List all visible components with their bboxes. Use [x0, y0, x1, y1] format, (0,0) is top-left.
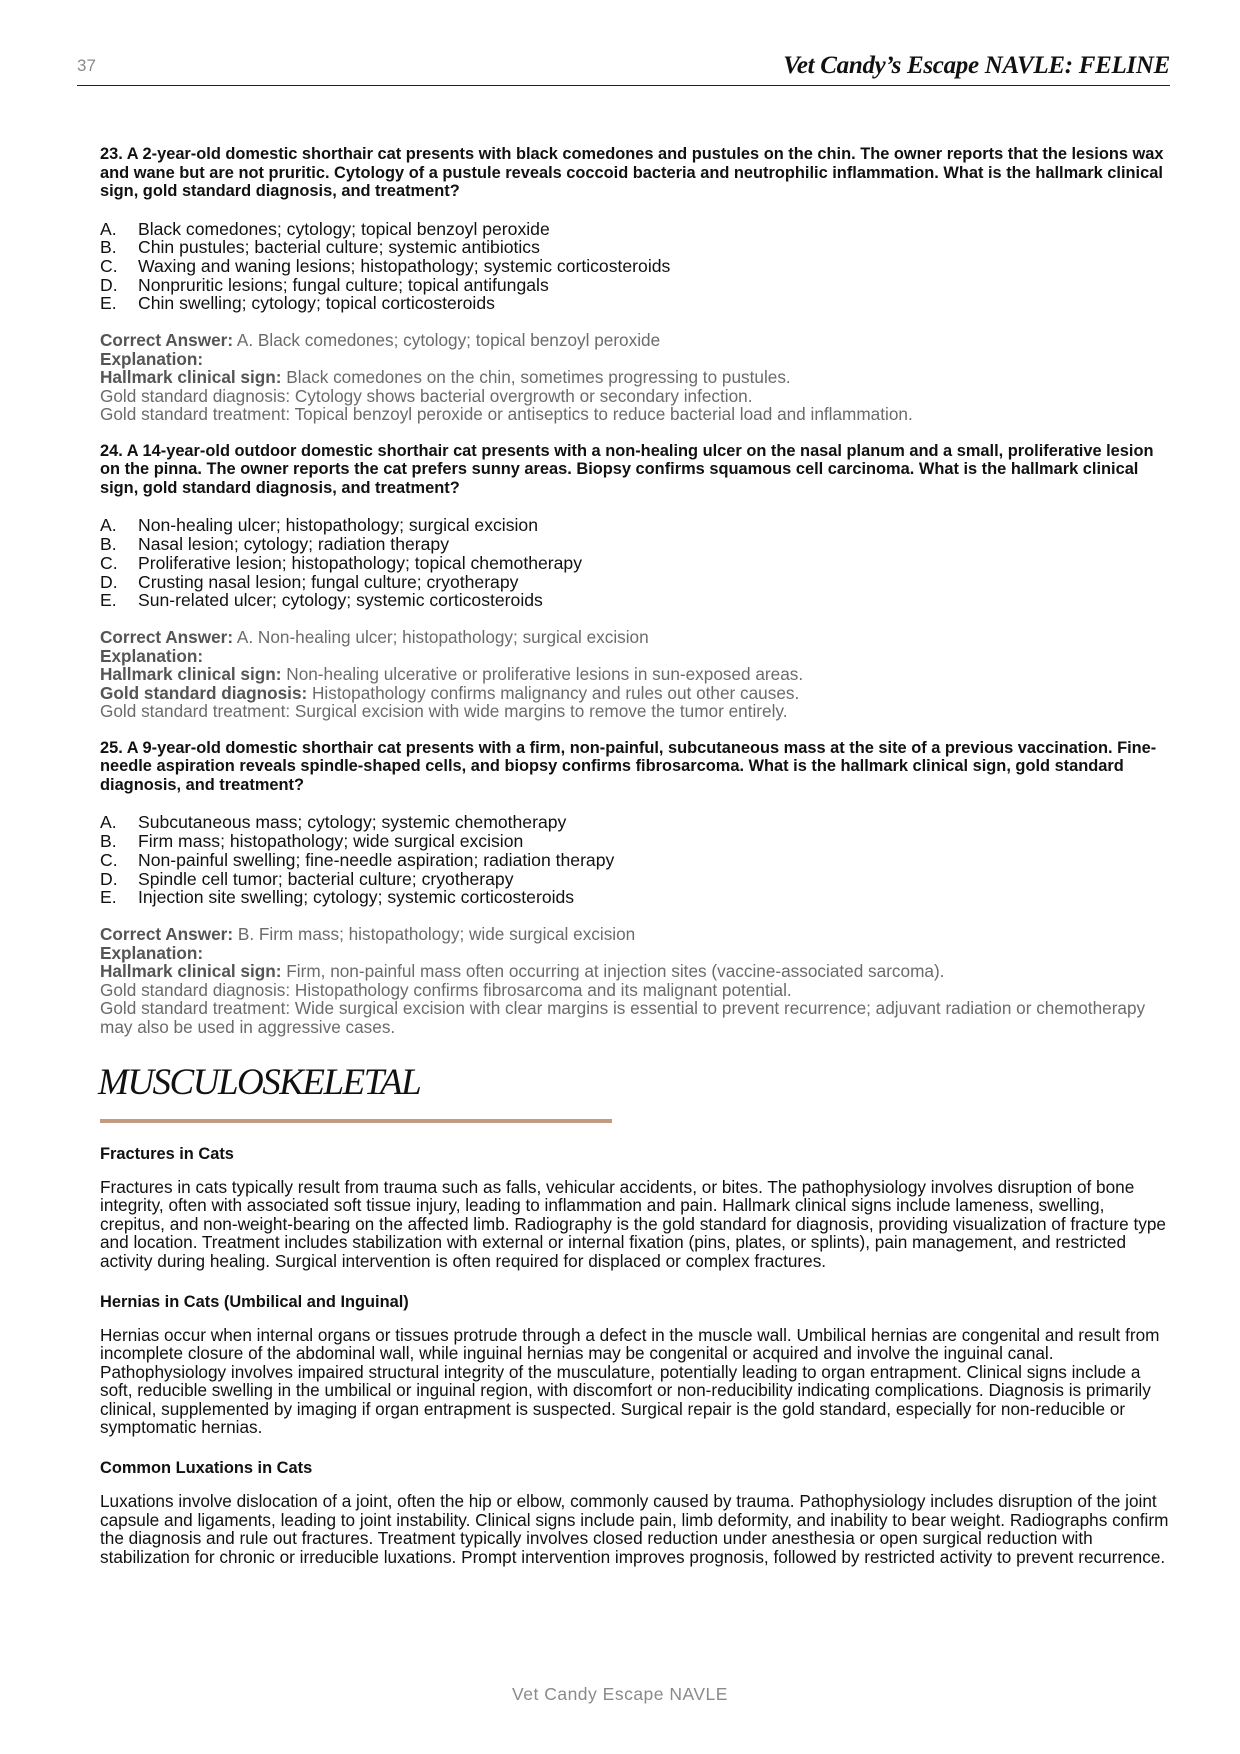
header-rule	[77, 85, 1170, 86]
option-a	[100, 813, 1170, 832]
line-text: Gold standard diagnosis: Cytology shows bacterial overgrowth or secondary infection.	[100, 385, 753, 406]
topic-body: Hernias occur when internal organs or tissues protrude through a defect in the muscle wall. Umbilical hernias are congenital and result from incomplete closure of the abdominal wall, while inguinal hernias may be congenital or acquired and involve the inguinal canal. Pathophysiology involves impaired structural integrity of the musculature, potentially leading to organ entrapment. Clinical signs include a soft, reducible swelling in the umbilical or inguinal region, with discomfort or non-reducibility indicating complications. Diagnosis is primarily clinical, supplemented by imaging if organ entrapment is suspected. Surgical repair is the gold standard, especially for non-reducible or symptomatic hernias.	[100, 1324, 1160, 1438]
option-letter: C.	[100, 552, 118, 573]
option-text: Chin swelling; cytology; topical corticosteroids	[138, 293, 495, 314]
option-e	[100, 888, 1170, 907]
answer-explanation	[100, 628, 1170, 721]
topic-title: Common Luxations in Cats	[100, 1459, 313, 1478]
explanation-line	[100, 405, 1170, 424]
correct-answer	[100, 628, 1170, 647]
option-text: Waxing and waning lesions; histopathology; systemic corticosteroids	[138, 255, 671, 276]
option-text: Non-painful swelling; fine-needle aspiration; radiation therapy	[138, 849, 615, 870]
option-letter: C.	[100, 255, 118, 276]
option-letter: A.	[100, 218, 117, 239]
page-content	[100, 145, 1170, 1566]
option-letter: D.	[100, 571, 118, 592]
answer-options	[100, 516, 1170, 610]
option-letter: B.	[100, 831, 117, 852]
option-c	[100, 851, 1170, 870]
line-label: Gold standard diagnosis:	[100, 682, 308, 703]
option-letter: B.	[100, 534, 117, 555]
option-text: Sun-related ulcer; cytology; systemic corticosteroids	[138, 590, 543, 611]
line-text: Histopathology confirms malignancy and rules out other causes.	[312, 682, 800, 703]
option-c	[100, 554, 1170, 573]
answer-options	[100, 813, 1170, 907]
option-letter: B.	[100, 237, 117, 258]
question-stem: 23. A 2-year-old domestic shorthair cat presents with black comedones and pustules on the chin. The owner reports that the lesions wax and wane but are not pruritic. Cytology of a pustule reveals coccoid bacteria and neutrophilic inflammation. What is the hallmark clinical sign, gold standard diagnosis, and treatment?	[100, 145, 1164, 200]
explanation-line	[100, 702, 1170, 721]
topic-luxations	[100, 1459, 1170, 1566]
option-c	[100, 257, 1170, 276]
correct-answer-value: A. Non-healing ulcer; histopathology; surgical excision	[236, 627, 649, 647]
correct-answer-value: A. Black comedones; cytology; topical benzoyl peroxide	[236, 330, 661, 351]
correct-answer-label: Correct Answer:	[100, 923, 234, 944]
option-text: Nonpruritic lesions; fungal culture; topical antifungals	[138, 274, 549, 295]
line-label: Hallmark clinical sign:	[100, 367, 282, 388]
line-text: Gold standard treatment: Topical benzoyl peroxide or antiseptics to reduce bacterial load and inflammation.	[100, 404, 913, 425]
explanation-label: Explanation:	[100, 942, 204, 963]
correct-answer-label: Correct Answer:	[100, 627, 234, 647]
option-letter: D.	[100, 868, 118, 889]
explanation-label: Explanation:	[100, 348, 204, 369]
option-text: Subcutaneous mass; cytology; systemic chemotherapy	[138, 812, 567, 833]
option-text: Firm mass; histopathology; wide surgical excision	[138, 831, 524, 852]
option-b	[100, 238, 1170, 257]
option-text: Spindle cell tumor; bacterial culture; cryotherapy	[138, 868, 514, 889]
page-number: 37	[77, 56, 96, 75]
line-label: Hallmark clinical sign:	[100, 664, 282, 685]
topic-body: Luxations involve dislocation of a joint, often the hip or elbow, commonly caused by trauma. Pathophysiology includes disruption of the joint capsule and ligaments, leading to joint instability. Clinical signs include pain, limb deformity, and inability to bear weight. Radiographs confirm the diagnosis and rule out fractures. Treatment typically involves closed reduction under anesthesia or open surgical reduction with stabilization for chronic or irreducible luxations. Prompt intervention improves prognosis, followed by restricted activity to prevent recurrence.	[100, 1491, 1169, 1567]
option-b	[100, 535, 1170, 554]
correct-answer	[100, 925, 1170, 944]
question-25	[100, 739, 1170, 1037]
answer-options	[100, 220, 1170, 314]
option-letter: E.	[100, 887, 117, 908]
explanation-line	[100, 981, 1170, 1000]
option-a	[100, 220, 1170, 239]
explanation-line	[100, 665, 1170, 684]
option-letter: D.	[100, 274, 118, 295]
answer-explanation	[100, 925, 1170, 1037]
option-letter: A.	[100, 812, 117, 833]
option-d	[100, 276, 1170, 295]
option-text: Proliferative lesion; histopathology; topical chemotherapy	[138, 552, 583, 573]
line-text: Gold standard diagnosis: Histopathology confirms fibrosarcoma and its malignant potential.	[100, 979, 792, 1000]
option-letter: C.	[100, 849, 118, 870]
running-title: Vet Candy’s Escape NAVLE: FELINE	[783, 52, 1170, 79]
option-d	[100, 573, 1170, 592]
option-letter: E.	[100, 293, 117, 314]
explanation-line	[100, 962, 1170, 981]
topic-fractures	[100, 1145, 1170, 1271]
option-text: Crusting nasal lesion; fungal culture; cryotherapy	[138, 571, 519, 592]
question-stem: 24. A 14-year-old outdoor domestic shorthair cat presents with a non-healing ulcer on the nasal planum and a small, proliferative lesion on the pinna. The owner reports the cat prefers sunny areas. Biopsy confirms squamous cell carcinoma. What is the hallmark clinical sign, gold standard diagnosis, and treatment?	[100, 441, 1154, 497]
question-stem: 25. A 9-year-old domestic shorthair cat presents with a firm, non-painful, subcutaneous mass at the site of a previous vaccination. Fine-needle aspiration reveals spindle-shaped cells, and biopsy confirms fibrosarcoma. What is the hallmark clinical sign, gold standard diagnosis, and treatment?	[100, 738, 1157, 794]
correct-answer-value: B. Firm mass; histopathology; wide surgical excision	[237, 923, 636, 944]
option-text: Black comedones; cytology; topical benzoyl peroxide	[138, 218, 550, 239]
topic-title: Hernias in Cats (Umbilical and Inguinal)	[100, 1292, 409, 1311]
option-b	[100, 832, 1170, 851]
explanation-line	[100, 368, 1170, 387]
option-a	[100, 516, 1170, 535]
option-d	[100, 870, 1170, 889]
explanation-label: Explanation:	[100, 645, 204, 666]
option-text: Chin pustules; bacterial culture; systemic antibiotics	[138, 237, 540, 258]
option-text: Nasal lesion; cytology; radiation therapy	[138, 534, 449, 555]
option-text: Injection site swelling; cytology; systemic corticosteroids	[138, 887, 575, 908]
explanation-line	[100, 387, 1170, 406]
option-text: Non-healing ulcer; histopathology; surgical excision	[138, 515, 538, 536]
line-text: Gold standard treatment: Surgical excision with wide margins to remove the tumor entirely.	[100, 701, 788, 722]
line-text: Firm, non-painful mass often occurring at injection sites (vaccine-associated sarcoma).	[286, 961, 945, 982]
correct-answer-label: Correct Answer:	[100, 330, 234, 351]
line-text: Gold standard treatment: Wide surgical excision with clear margins is essential to prevent recurrence; adjuvant radiation or chemotherapy may also be used in aggressive cases.	[100, 998, 1146, 1037]
topic-body: Fractures in cats typically result from trauma such as falls, vehicular accidents, or bites. The pathophysiology involves disruption of bone integrity, often with associated soft tissue injury, leading to inflammation and pain. Hallmark clinical signs include lameness, swelling, crepitus, and non-weight-bearing on the affected limb. Radiography is the gold standard for diagnosis, providing visualization of fracture type and location. Treatment includes stabilization with external or internal fixation (pins, plates, or splints), pain management, and restricted activity during healing. Surgical intervention is often required for displaced or complex fractures.	[100, 1176, 1166, 1271]
question-24	[100, 442, 1170, 721]
explanation-line	[100, 684, 1170, 703]
section-heading: MUSCULOSKELETAL	[98, 1061, 421, 1103]
option-e	[100, 591, 1170, 610]
section-rule	[100, 1119, 612, 1123]
correct-answer	[100, 331, 1170, 350]
line-label: Hallmark clinical sign:	[100, 961, 282, 982]
line-text: Black comedones on the chin, sometimes progressing to pustules.	[286, 367, 791, 388]
option-letter: A.	[100, 515, 117, 536]
answer-explanation	[100, 331, 1170, 424]
topic-hernias	[100, 1293, 1170, 1438]
option-letter: E.	[100, 590, 117, 611]
topic-title: Fractures in Cats	[100, 1144, 234, 1163]
page-footer: Vet Candy Escape NAVLE	[512, 1684, 728, 1704]
explanation-line	[100, 999, 1170, 1036]
line-text: Non-healing ulcerative or proliferative lesions in sun-exposed areas.	[286, 664, 804, 685]
question-23	[100, 145, 1170, 424]
option-e	[100, 294, 1170, 313]
